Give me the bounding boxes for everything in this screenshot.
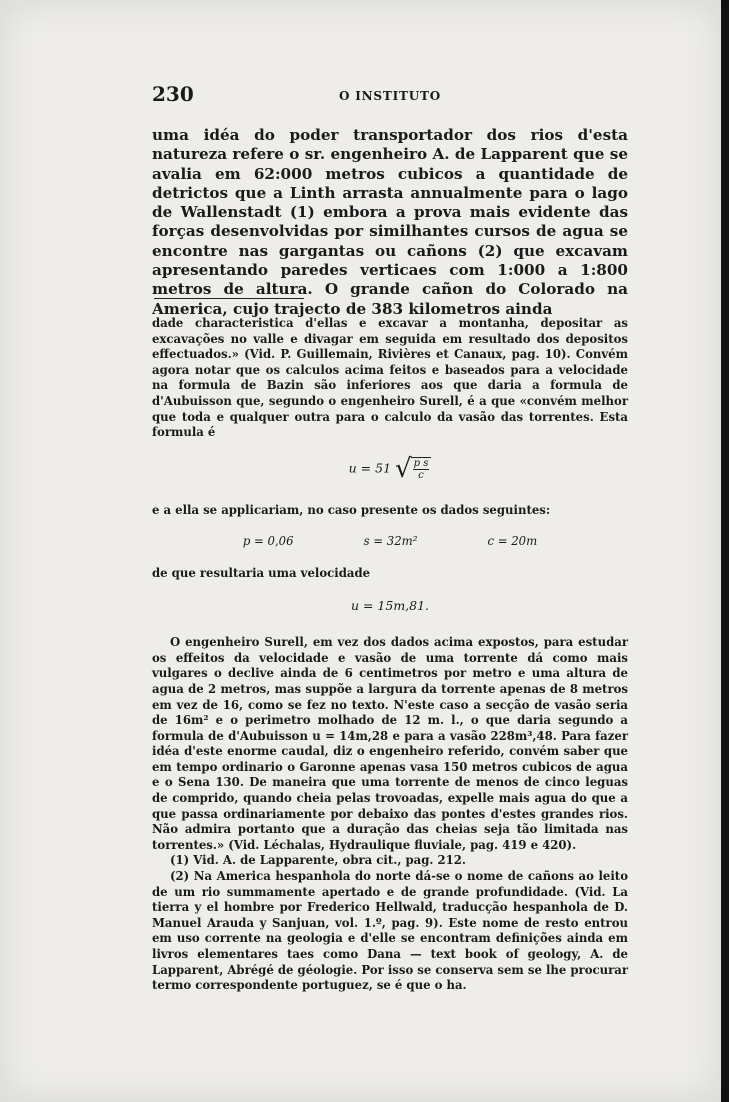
continued-note: dade characteristica d'ellas e excavar a montanha, depositar as excavações no valle e divagar em seguida em resultado dos depositos effectuados.» (Vid. P. Guillemain, Rivières et Canaux, pag. 10). Convém agora notar que os calculos acima feitos e baseados para a velocidade na formula de Bazin são inferiores aos que daria a formula de d'Aubuisson que, segundo o engenheiro Surell, é a que «convém melhor que toda e qualquer outra para o calculo da vasão das torrentes. Esta formula é bbox=[152, 316, 628, 440]
running-title: O INSTITUTO bbox=[339, 89, 441, 103]
formula-numerator: p s bbox=[413, 457, 429, 469]
footnote-separator bbox=[154, 298, 304, 299]
page-header bbox=[152, 82, 628, 106]
formula-lhs: u = 51 bbox=[348, 460, 392, 476]
formula-fraction bbox=[411, 457, 432, 481]
dAubuisson-formula bbox=[152, 453, 628, 484]
notes-block bbox=[152, 316, 628, 994]
footnote-2: (2) Na America hespanhola do norte dá-se o nome de cañons ao leito de um rio summamente apertado e de grande profundidade. (Vid. La tierra y el hombre por Frederico Hellwald, traducção hespanhola de D. Manuel Arauda y Sanjuan, vol. 1.º, pag. 9). Este nome de resto entrou em uso corrente na geologia e d'elle se encontram definições ainda em livros elementares taes como Dana — text book of geology, A. de Lapparent, Abrégé de géologie. Por isso se conserva sem se lhe procurar termo correspondente portuguez, se é que o ha. bbox=[152, 869, 629, 993]
main-text bbox=[152, 126, 628, 319]
formula-denominator: c bbox=[418, 469, 424, 481]
square-root bbox=[395, 453, 431, 484]
value-s: s = 32m² bbox=[363, 534, 418, 549]
applied-text: e a ella se applicariam, no caso presente os dados seguintes: bbox=[152, 502, 551, 517]
result-formula: u = 15m,81. bbox=[350, 597, 430, 613]
surell-paragraph: O engenheiro Surell, em vez dos dados acima expostos, para estudar os effeitos da velocidade e vasão de uma torrente dá como mais vulgares o declive ainda de 6 centimetros por metro e uma altura de agua de 2 metros, mas suppõe a largura da torrente apenas de 8 metros em vez de 16, como se fez no texto. N'este caso a secção de vasão seria de 16m² e o perimetro molhado de 12 m. l., o que daria segundo a formula de d'Aubuisson u = 14m,28 e para a vasão 228m³,48. Para fazer idéa d'este enorme caudal, diz o engenheiro referido, convém saber que em tempo ordinario o Garonne apenas vasa 150 metros cubicos de agua e o Sena 130. De maneira que uma torrente de menos de cinco leguas de comprido, quando cheia pelas trovoadas, expelle mais agua do que a que passa ordinariamente por debaixo das pontes d'estes grandes rios. Não admira portanto que a duração das cheias seja tão limitada nas torrentes.» (Vid. Léchalas, Hydraulique fluviale, pag. 419 e 420). bbox=[152, 635, 628, 852]
values-row bbox=[152, 534, 628, 550]
footnote-1: (1) Vid. A. de Lapparente, obra cit., pag. 212. bbox=[170, 853, 466, 868]
radical-sign-icon: √ bbox=[395, 453, 412, 484]
page-number: 230 bbox=[152, 82, 194, 106]
result-text: de que resultaria uma velocidade bbox=[152, 565, 371, 580]
value-p: p = 0,06 bbox=[242, 534, 294, 549]
body-paragraph: uma idéa do poder transportador dos rios d'esta natureza refere o sr. engenheiro A. de Lapparent que se avalia em 62:000 metros cubicos a quantidade de detrictos que a Linth arrasta annualmente para o lago de Wallenstadt (1) embora a prova mais evidente das forças desenvolvidas por similhantes cursos de agua se encontre nas gargantas ou cañons (2) que excavam apresentando paredes verticaes com 1:000 a 1:800 metros de altura. O grande cañon do Colorado na America, cujo trajecto de 383 kilometros ainda bbox=[152, 126, 628, 318]
value-c: c = 20m bbox=[487, 534, 538, 549]
